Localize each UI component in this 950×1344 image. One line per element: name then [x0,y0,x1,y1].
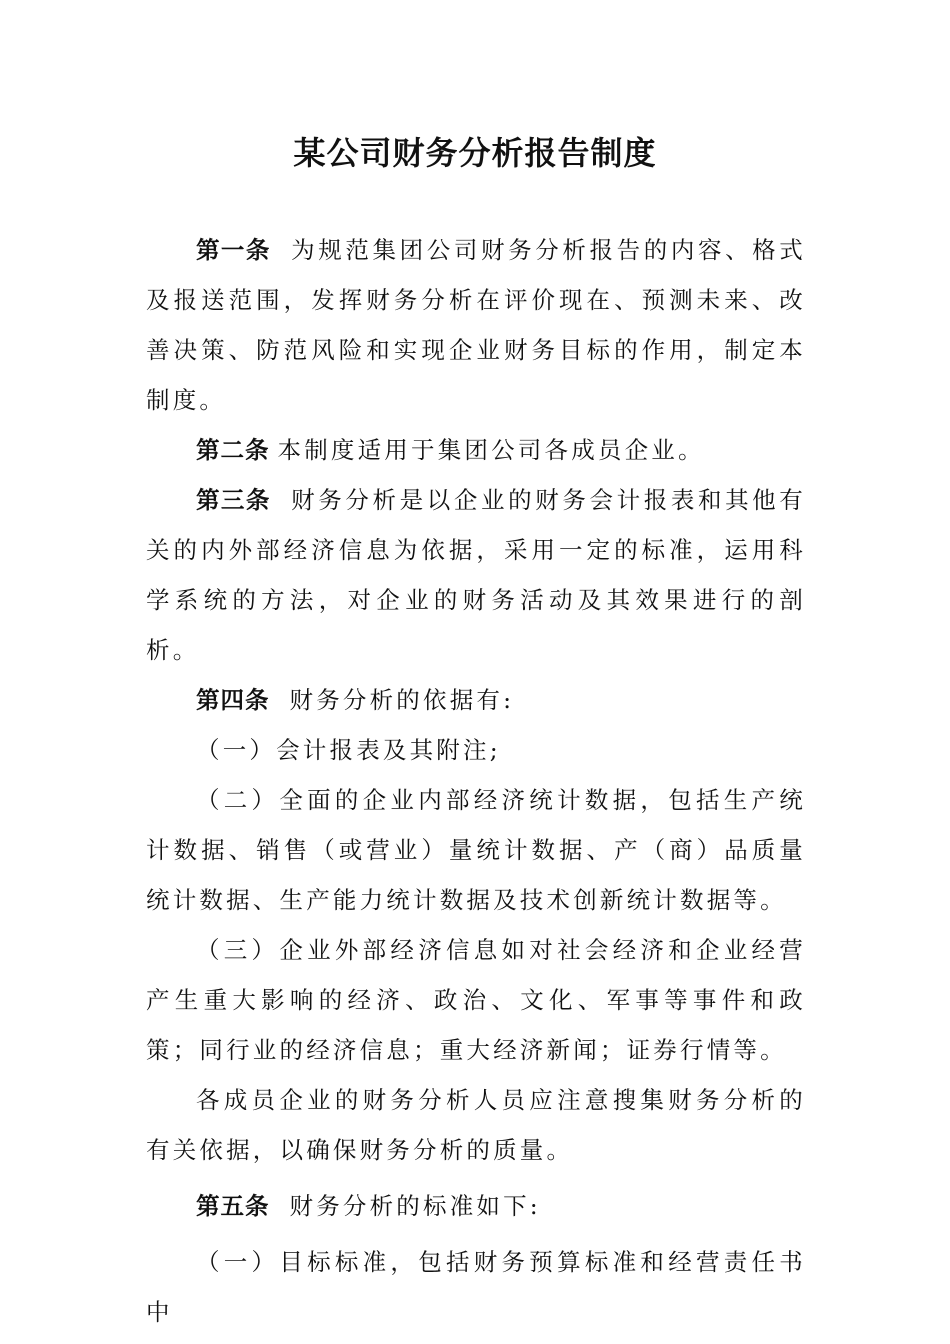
paragraph-item-standard-1 [146,1237,806,1337]
paragraph-text: （三）企业外部经济信息如对社会经济和企业经营产生重大影响的经济、政治、文化、军事等事件和政策；同行业的经济信息；重大经济新闻；证券行情等。 [146,936,806,1064]
paragraph-text: （一）会计报表及其附注; [196,736,501,764]
article-label: 第一条 [196,236,271,264]
paragraph-text: 财务分析的依据有: [289,686,515,714]
paragraph-article-1 [146,225,806,425]
paragraph-article-2 [146,425,806,475]
paragraph-article-4 [146,675,806,725]
paragraph-item-2 [146,775,806,925]
paragraph-text: 本制度适用于集团公司各成员企业。 [277,436,705,464]
article-label: 第五条 [196,1192,270,1220]
paragraph-text: （一）目标标准，包括财务预算标准和经营责任书中 [146,1248,806,1326]
article-label: 第四条 [196,686,270,714]
paragraph-text: 为规范集团公司财务分析报告的内容、格式及报送范围，发挥财务分析在评价现在、预测未来、改善决策、防范风险和实现企业财务目标的作用，制定本制度。 [146,236,806,414]
paragraph-article-3 [146,475,806,675]
paragraph-note [146,1075,806,1175]
paragraph-item-1 [146,725,806,775]
paragraph-text: （二）全面的企业内部经济统计数据，包括生产统计数据、销售（或营业）量统计数据、产（商）品质量统计数据、生产能力统计数据及技术创新统计数据等。 [146,786,806,914]
article-label: 第二条 [196,436,270,464]
paragraph-text: 财务分析是以企业的财务会计报表和其他有关的内外部经济信息为依据，采用一定的标准，运用科学系统的方法，对企业的财务活动及其效果进行的剖析。 [146,486,806,664]
paragraph-item-3 [146,925,806,1075]
document-title: 某公司财务分析报告制度 [293,134,657,172]
document-body [146,225,806,1337]
paragraph-text: 各成员企业的财务分析人员应注意搜集财务分析的有关依据，以确保财务分析的质量。 [146,1086,806,1164]
paragraph-text: 财务分析的标准如下: [289,1192,541,1220]
article-label: 第三条 [196,486,271,514]
paragraph-article-5 [146,1181,806,1231]
